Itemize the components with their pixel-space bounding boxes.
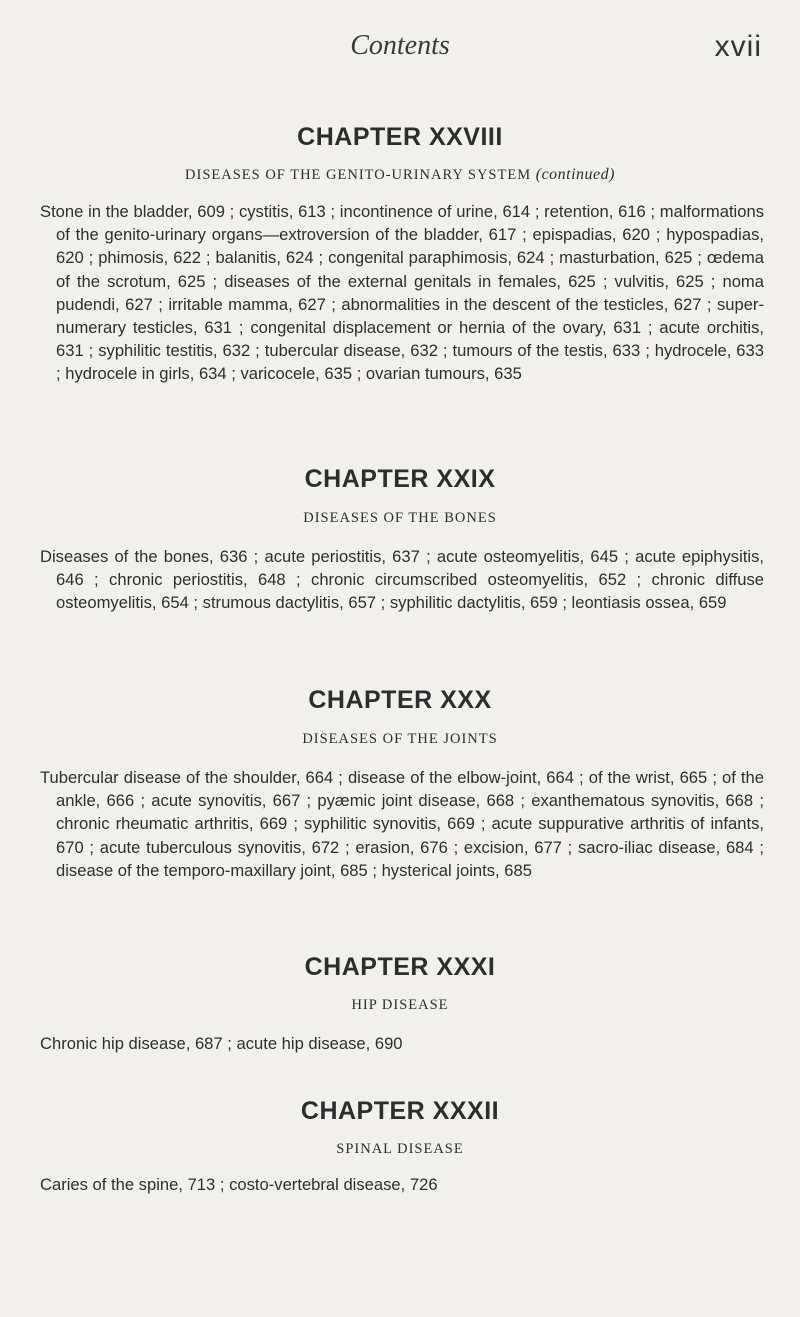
chapter-32: [0, 1096, 800, 1126]
running-head: [0, 30, 800, 70]
chapter-subtitle: SPINAL DISEASE: [336, 1141, 464, 1157]
page-number: xvii: [714, 30, 762, 63]
chapter-title: CHAPTER XXVIII: [297, 123, 503, 151]
chapter-31: [0, 952, 800, 982]
chapter-28: [0, 122, 800, 152]
chapter-entry-text: Tubercular disease of the shoulder, 664 ; disease of the elbow-joint, 664 ; of the wrist, 665 ; of the ankle, 666 ; acute synovitis, 667 ; pyæmic joint disease, 668 ; exanthematous synovitis, 668 ; chronic rheumatic arthritis, 669 ; syphilitic synovitis, 669 ; acute suppurative arthritis of infants, 670 ; acute tuberculous synovitis, 672 ; erasion, 676 ; excision, 677 ; sacro-iliac disease, 684 ; disease of the temporo-maxillary joint, 685 ; hysterical joints, 685: [40, 768, 764, 880]
chapter-subtitle-text: DISEASES OF THE GENITO-URINARY SYSTEM: [185, 167, 532, 183]
chapter-30-subtitle-row: [0, 729, 800, 749]
chapter-title: CHAPTER XXXI: [304, 953, 496, 981]
chapter-subtitle: HIP DISEASE: [351, 997, 449, 1013]
chapter-title: CHAPTER XXXII: [300, 1097, 500, 1125]
chapter-29: [0, 464, 800, 494]
chapter-subtitle-note: (continued): [535, 166, 615, 183]
chapter-entry-text: Stone in the bladder, 609 ; cystitis, 613 ; incontinence of urine, 614 ; retention, 616 ; malformations of the genito-urinary organs—extroversion of the bladder, 617 ; epispadias, 620 ; hypospadias, 620 ; phimosis, 622 ; balanitis, 624 ; congenital paraphimosis, 624 ; masturbation, 625 ; œdema of the scrotum, 625 ; diseases of the external genitals in females, 625 ; vulvitis, 625 ; noma pudendi, 627 ; irritable mamma, 627 ; abnormalities in the descent of the testicles, 627 ; super-numerary testicles, 631 ; congenital displacement or hernia of the ovary, 631 ; acute orchitis, 631 ; syphilitic testitis, 632 ; tubercular disease, 632 ; tumours of the testis, 633 ; hydrocele, 633 ; hydrocele in girls, 634 ; varicocele, 635 ; ovarian tumours, 635: [40, 202, 764, 384]
chapter-title: CHAPTER XXX: [308, 686, 492, 714]
chapter-30: [0, 685, 800, 715]
running-head-title: Contents: [350, 30, 450, 61]
chapter-entry-text: Diseases of the bones, 636 ; acute periostitis, 637 ; acute osteomyelitis, 645 ; acute epiphysitis, 646 ; chronic periostitis, 648 ; chronic circumscribed osteomyelitis, 652 ; chronic diffuse osteomyelitis, 654 ; strumous dactylitis, 657 ; syphilitic dactylitis, 659 ; leontiasis ossea, 659: [40, 547, 764, 613]
chapter-32-subtitle-row: [0, 1139, 800, 1159]
chapter-title: CHAPTER XXIX: [304, 465, 496, 493]
chapter-29-subtitle-row: [0, 508, 800, 528]
chapter-entry-text: Caries of the spine, 713 ; costo-vertebral disease, 726: [40, 1175, 438, 1194]
chapter-subtitle: [0, 165, 800, 185]
chapter-subtitle: DISEASES OF THE BONES: [303, 510, 497, 526]
chapter-subtitle: DISEASES OF THE JOINTS: [302, 731, 498, 747]
chapter-31-subtitle-row: [0, 995, 800, 1015]
chapter-entry-text: Chronic hip disease, 687 ; acute hip disease, 690: [40, 1034, 403, 1053]
chapter-28-subtitle-row: [0, 165, 800, 185]
